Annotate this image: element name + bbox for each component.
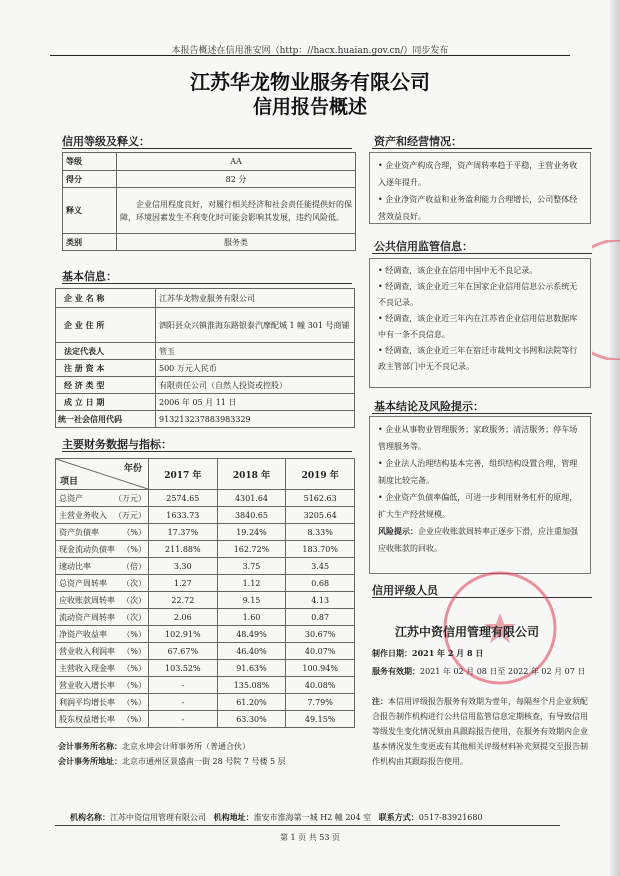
finance-value: 7.79% — [286, 694, 355, 711]
basic-label: 注 册 资 本 — [56, 360, 156, 377]
rating-label: 类别 — [63, 234, 117, 251]
conclusion-item: • 企业从事物业管理服务；家政服务；清洁服务；停车场管理服务等。 — [378, 425, 578, 451]
company-title: 江苏华龙物业服务有限公司 — [190, 70, 430, 94]
finance-row — [56, 609, 355, 626]
agency-note — [372, 694, 592, 769]
ops-item: • 企业资产构成合理，资产周转率趋于平稳，主营业务收入逐年提升。 — [378, 161, 578, 187]
rating-value: AA — [117, 153, 356, 171]
finance-item-label: 主营收入现金率 — [59, 663, 115, 673]
page-number: 第 1 页 共 53 页 — [280, 833, 340, 842]
finance-value: 100.94% — [286, 660, 355, 677]
supervision-box — [369, 258, 591, 388]
finance-value: 5162.63 — [286, 490, 355, 507]
footer-info — [70, 812, 483, 823]
header-rule — [50, 55, 570, 56]
risk-label: 风险提示： — [378, 526, 418, 536]
rating-value: 82 分 — [117, 171, 356, 188]
auditor-name — [58, 741, 250, 752]
finance-item-name — [56, 507, 149, 524]
supervision-item-text: 经调查，该企业近三年在国家企业信用信息公示系统无不良记录。 — [378, 282, 578, 307]
finance-item-label: 现金流动负债率 — [59, 544, 115, 554]
ops-item: • 企业净资产收益和业务盈利能力合理增长，公司整体经营效益良好。 — [378, 195, 578, 221]
publish-note: 本报告概述在信用淮安网（http：//hacx.huaian.gov.cn/）同步发布 — [171, 46, 449, 56]
finance-value: 17.37% — [149, 524, 218, 541]
supervision-item-text: 经调查，该企业近三年在宿迁市裁判文书网和法院等行政主管部门中无不良记录。 — [378, 346, 578, 371]
agency-note-label: 注： — [372, 696, 388, 706]
service-validity-label: 服务有效期： — [372, 666, 420, 676]
finance-value: 19.24% — [217, 524, 286, 541]
finance-value: 103.52% — [149, 660, 218, 677]
finance-value: 3.75 — [217, 558, 286, 575]
finance-value: 1.27 — [149, 575, 218, 592]
finance-item-name — [56, 609, 149, 626]
auditor-name-value: 北京永坤会计师事务所（普通合伙） — [122, 742, 250, 751]
finance-value: 67.67% — [149, 643, 218, 660]
finance-heading: 主要财务数据与指标： — [62, 438, 172, 451]
rating-label: 等级 — [63, 153, 117, 171]
finance-item-unit: （%） — [122, 646, 146, 656]
rating-row-score — [63, 171, 356, 188]
finance-value: 0.68 — [286, 575, 355, 592]
finance-item-unit: （%） — [122, 680, 146, 690]
basic-label: 统一社会信用代码 — [56, 411, 156, 428]
conclusion-item: • 企业法人治理结构基本完善，组织结构设置合理，管理制度比较完备。 — [378, 459, 578, 485]
production-date-label: 制作日期： — [372, 648, 412, 658]
ops-item-text: 企业净资产收益和业务盈利能力合理增长，公司整体经营效益良好。 — [378, 195, 578, 221]
finance-item-label: 速动比率 — [59, 561, 91, 571]
corner-item-label: 项目 — [60, 477, 79, 487]
supervision-item-text: 经调查，该企业近三年内在江苏省企业信用信息数据库中有一条不良信息。 — [378, 314, 578, 339]
binder-edge — [610, 0, 620, 876]
finance-item-label: 流动资产周转率 — [59, 612, 115, 622]
basic-heading: 基本信息： — [62, 270, 117, 283]
basic-label: 企 业 住 所 — [56, 308, 156, 343]
finance-value: 22.72 — [149, 592, 218, 609]
finance-item-unit: （次） — [122, 612, 146, 622]
finance-value: 102.91% — [149, 626, 218, 643]
finance-value: 1.12 — [217, 575, 286, 592]
finance-item-unit: （次） — [122, 595, 146, 605]
supervision-heading: 公共信用监管信息： — [374, 240, 473, 253]
ops-item-text: 企业资产构成合理，资产周转率趋于平稳，主营业务收入逐年提升。 — [378, 161, 578, 187]
finance-value: 2.06 — [149, 609, 218, 626]
finance-item-name — [56, 541, 149, 558]
finance-row — [56, 694, 355, 711]
finance-item-name — [56, 592, 149, 609]
basic-value: 泗阳县众兴镇淮海东路银泰汽摩配城 1 幢 301 号商铺 — [156, 308, 355, 343]
ops-heading-rule — [372, 148, 592, 149]
finance-value: 9.15 — [217, 592, 286, 609]
finance-item-name — [56, 660, 149, 677]
risk-note — [378, 523, 582, 557]
finance-item-unit: （万元） — [114, 510, 146, 520]
finance-value: 4.13 — [286, 592, 355, 609]
rating-meaning-text: 企业信用程度良好，对履行相关经济和社会责任能提供好的保障，环境因素发生不利变化时可能会影响其发展，违约风险低。 — [117, 188, 356, 234]
basic-value: 500 万元人民币 — [156, 360, 355, 377]
footer-addr-value: 淮安市淮海第一城 H2 幢 204 室 — [253, 813, 372, 822]
ops-heading: 资产和经营情况： — [374, 135, 462, 148]
rating-value: 服务类 — [117, 234, 356, 251]
finance-row — [56, 575, 355, 592]
footer-rule — [55, 825, 560, 826]
finance-body — [56, 490, 355, 728]
basic-value: 2006 年 05 月 11 日 — [156, 394, 355, 411]
basic-value: 913213237883983329 — [156, 411, 355, 428]
finance-item-label: 营业收入增长率 — [59, 680, 115, 690]
finance-row — [56, 541, 355, 558]
finance-row — [56, 660, 355, 677]
auditor-address-value: 北京市通州区景盛南一街 28 号院 7 号楼 5 层 — [122, 757, 286, 766]
finance-heading-rule — [62, 451, 352, 452]
conclusion-item-text: 企业资产负债率偏低，可进一步利用财务杠杆的原理，扩大生产经营规模。 — [378, 493, 578, 519]
finance-value: 211.88% — [149, 541, 218, 558]
year-header: 2018 年 — [217, 459, 286, 490]
finance-row — [56, 626, 355, 643]
footer-tel-value: 0517-83921680 — [418, 813, 483, 822]
agency-note-text: 本信用评级报告服务有效期为壹年，每隔叁个月企业须配合报告制作机构进行公共信用监管信息定期核查，有导致信用等级发生变化情况须由具跟踪报告使用，在服务有效期内企业基本情况发生变更或有其他相关评级材料补充须提交至报告制作机构由其跟踪报告使用。 — [372, 697, 588, 766]
finance-item-unit: （%） — [122, 629, 146, 639]
finance-value: 3840.65 — [217, 507, 286, 524]
finance-value: 1.60 — [217, 609, 286, 626]
finance-item-label: 营业收入利润率 — [59, 646, 115, 656]
finance-item-name — [56, 694, 149, 711]
finance-value: 1633.73 — [149, 507, 218, 524]
year-header: 2019 年 — [286, 459, 355, 490]
finance-value: 49.15% — [286, 711, 355, 728]
corner-year-label: 年份 — [123, 464, 142, 474]
service-validity — [372, 666, 585, 677]
basic-label: 法定代表人 — [56, 343, 156, 360]
conclusion-item: • 企业资产负债率偏低，可进一步利用财务杠杆的原理，扩大生产经营规模。 — [378, 493, 578, 519]
finance-value: 0.87 — [286, 609, 355, 626]
finance-item-label: 总资产周转率 — [59, 578, 107, 588]
basic-label: 经 济 类 型 — [56, 377, 156, 394]
finance-value: 3.45 — [286, 558, 355, 575]
finance-item-label: 资产负债率 — [59, 527, 99, 537]
rating-table — [62, 152, 356, 251]
finance-row — [56, 711, 355, 728]
finance-value: 4301.64 — [217, 490, 286, 507]
service-validity-value: 2021 年 02 月 08 日至 2022 年 02 月 07 日 — [420, 667, 586, 676]
finance-item-unit: （%） — [122, 527, 146, 537]
finance-value: 30.67% — [286, 626, 355, 643]
finance-item-unit: （次） — [122, 578, 146, 588]
agency-name: 江苏中资信用管理有限公司 — [395, 625, 540, 639]
finance-value: 8.33% — [286, 524, 355, 541]
finance-row — [56, 558, 355, 575]
supervision-item: • 经调查，该企业在信用中国中无不良记录。 — [378, 266, 538, 275]
basic-label: 企 业 名 称 — [56, 289, 156, 308]
report-title: 信用报告概述 — [252, 96, 367, 118]
finance-item-unit: （倍） — [122, 561, 146, 571]
rating-label: 释义 — [63, 188, 117, 234]
finance-item-unit: （%） — [122, 663, 146, 673]
auditor-address — [58, 756, 286, 767]
finance-value: 61.20% — [217, 694, 286, 711]
finance-value: 162.72% — [217, 541, 286, 558]
basic-value: 有限责任公司（自然人投资或控股） — [156, 377, 355, 394]
finance-item-label: 利润平均增长率 — [59, 697, 115, 707]
conclusion-heading-rule — [372, 413, 592, 414]
finance-value: 46.40% — [217, 643, 286, 660]
finance-item-label: 股东权益增长率 — [59, 714, 115, 724]
finance-value: - — [149, 711, 218, 728]
rating-heading: 信用等级及释义： — [62, 135, 150, 148]
rating-label: 得分 — [63, 171, 117, 188]
supervision-item: • 经调查，该企业近三年在国家企业信用信息公示系统无不良记录。 — [378, 282, 578, 307]
finance-item-unit: （%） — [122, 714, 146, 724]
finance-item-unit: （%） — [122, 544, 146, 554]
finance-item-name — [56, 490, 149, 507]
finance-row — [56, 677, 355, 694]
basic-value: 管玉 — [156, 343, 355, 360]
ops-box — [369, 152, 591, 224]
finance-row — [56, 592, 355, 609]
footer-org-value: 江苏中资信用管理有限公司 — [110, 813, 206, 822]
finance-item-name — [56, 643, 149, 660]
production-date-value: 2021 年 2 月 8 日 — [412, 648, 484, 658]
finance-item-label: 应收账款周转率 — [59, 595, 115, 605]
basic-heading-rule — [62, 283, 352, 284]
finance-item-label: 净资产收益率 — [59, 629, 107, 639]
year-header: 2017 年 — [149, 459, 218, 490]
footer-org-label: 机构名称： — [70, 812, 110, 822]
finance-value: 63.30% — [217, 711, 286, 728]
finance-value: 2574.65 — [149, 490, 218, 507]
basic-label: 成 立 日 期 — [56, 394, 156, 411]
conclusion-item-text: 企业法人治理结构基本完善，组织结构设置合理，管理制度比较完备。 — [378, 459, 578, 485]
finance-item-label: 总资产 — [59, 493, 83, 503]
finance-value: 40.08% — [286, 677, 355, 694]
supervision-item: • 经调查，该企业近三年在宿迁市裁判文书网和法院等行政主管部门中无不良记录。 — [378, 346, 578, 371]
finance-table — [55, 458, 355, 728]
finance-value: - — [149, 694, 218, 711]
finance-header-row — [56, 459, 355, 490]
finance-value: 91.63% — [217, 660, 286, 677]
finance-item-name — [56, 558, 149, 575]
finance-value: 40.07% — [286, 643, 355, 660]
footer-tel-label: 联系方式： — [378, 812, 419, 822]
supervision-item-text: 经调查，该企业在信用中国中无不良记录。 — [385, 266, 538, 275]
finance-row — [56, 524, 355, 541]
auditor-address-label: 会计事务所地址： — [58, 756, 122, 766]
finance-item-label: 主营业务收入 — [59, 510, 107, 520]
risk-text: 企业应收账款周转率正逐步下滑，应注重加强应收账款的回收。 — [378, 527, 578, 553]
finance-item-name — [56, 711, 149, 728]
finance-item-unit: （万元） — [114, 493, 146, 503]
finance-row — [56, 490, 355, 507]
production-date — [372, 648, 483, 659]
finance-item-name — [56, 575, 149, 592]
finance-value: - — [149, 677, 218, 694]
finance-item-unit: （%） — [122, 697, 146, 707]
finance-item-name — [56, 524, 149, 541]
side-seal-icon — [592, 240, 620, 360]
supervision-heading-rule — [372, 253, 592, 254]
finance-row — [56, 507, 355, 524]
basic-value: 江苏华龙物业服务有限公司 — [156, 289, 355, 308]
rating-row-meaning — [63, 188, 356, 234]
supervision-item: • 经调查，该企业近三年内在江苏省企业信用信息数据库中有一条不良信息。 — [378, 314, 578, 339]
finance-value: 3.30 — [149, 558, 218, 575]
rating-heading-rule — [62, 148, 352, 149]
basic-info-table — [55, 288, 355, 428]
finance-item-name — [56, 677, 149, 694]
auditor-name-label: 会计事务所名称： — [58, 741, 122, 751]
finance-corner-cell — [56, 459, 149, 490]
footer-addr-label: 机构地址： — [213, 812, 254, 822]
finance-row — [56, 643, 355, 660]
finance-value: 135.08% — [217, 677, 286, 694]
finance-value: 183.70% — [286, 541, 355, 558]
finance-value: 48.49% — [217, 626, 286, 643]
rating-row-category — [63, 234, 356, 251]
conclusion-heading: 基本结论及风险提示： — [374, 400, 484, 413]
conclusion-item-text: 企业从事物业管理服务；家政服务；清洁服务；停车场管理服务等。 — [378, 425, 578, 451]
agency-heading: 信用评级人员 — [372, 584, 438, 597]
finance-value: 3205.64 — [286, 507, 355, 524]
finance-item-name — [56, 626, 149, 643]
rating-row-grade — [63, 153, 356, 171]
conclusion-box — [369, 416, 591, 574]
